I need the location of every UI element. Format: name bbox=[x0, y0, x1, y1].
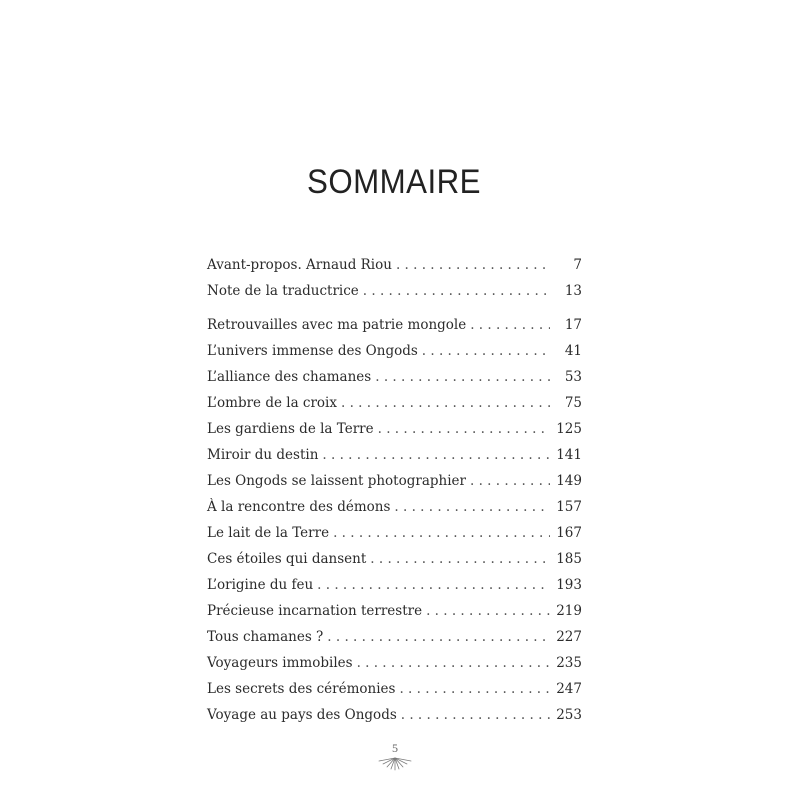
toc-entry-page: 41 bbox=[564, 343, 582, 359]
toc-entry bbox=[207, 252, 582, 278]
toc-entry-title: Les Ongods se laissent photographier bbox=[207, 473, 466, 489]
toc-entry bbox=[207, 520, 582, 546]
toc-entry-page: 75 bbox=[564, 395, 582, 411]
dot-leader bbox=[341, 390, 550, 416]
dot-leader bbox=[327, 624, 550, 650]
toc-entry-title: Miroir du destin bbox=[207, 447, 319, 463]
sunburst-ornament-icon bbox=[377, 756, 413, 772]
toc-entry bbox=[207, 676, 582, 702]
toc-entry-title: Les secrets des cérémonies bbox=[207, 681, 396, 697]
toc-entry-title: Voyage au pays des Ongods bbox=[207, 707, 397, 723]
toc-entry bbox=[207, 278, 582, 304]
toc-entry bbox=[207, 650, 582, 676]
toc-entry-title: L’ombre de la croix bbox=[207, 395, 337, 411]
toc-entry-title: Retrouvailles avec ma patrie mongole bbox=[207, 317, 467, 333]
toc-entry-title: L’univers immense des Ongods bbox=[207, 343, 418, 359]
toc-entry bbox=[207, 312, 582, 338]
toc-entry-title: L’origine du feu bbox=[207, 577, 314, 593]
dot-leader bbox=[357, 650, 550, 676]
toc-entry-page: 141 bbox=[556, 447, 582, 463]
dot-leader bbox=[470, 468, 550, 494]
toc-entry-page: 219 bbox=[556, 603, 582, 619]
dot-leader bbox=[394, 494, 550, 520]
toc-entry-page: 157 bbox=[556, 499, 582, 515]
dot-leader bbox=[401, 702, 550, 728]
toc-entry bbox=[207, 598, 582, 624]
dot-leader bbox=[378, 416, 550, 442]
page-number: 5 bbox=[392, 741, 398, 755]
toc-entry-page: 235 bbox=[556, 655, 582, 671]
dot-leader bbox=[317, 572, 550, 598]
dot-leader bbox=[370, 546, 550, 572]
dot-leader bbox=[470, 312, 550, 338]
toc-entry-title: Ces étoiles qui dansent bbox=[207, 551, 367, 567]
toc-entry-title: Précieuse incarnation terrestre bbox=[207, 603, 423, 619]
dot-leader bbox=[322, 442, 550, 468]
toc-entry-page: 253 bbox=[556, 707, 582, 723]
toc-entry bbox=[207, 468, 582, 494]
toc-entry-title: Avant-propos. Arnaud Riou bbox=[207, 257, 392, 273]
toc-entry bbox=[207, 442, 582, 468]
toc-entry-page: 17 bbox=[564, 317, 582, 333]
toc-entry-page: 13 bbox=[564, 283, 582, 299]
toc-entry-page: 185 bbox=[556, 551, 582, 567]
toc-entry-title: L’alliance des chamanes bbox=[207, 369, 372, 385]
dot-leader bbox=[396, 252, 550, 278]
toc-entry bbox=[207, 338, 582, 364]
dot-leader bbox=[363, 278, 550, 304]
toc-entry bbox=[207, 416, 582, 442]
toc-entry-title: Les gardiens de la Terre bbox=[207, 421, 374, 437]
toc-entry bbox=[207, 390, 582, 416]
toc-entry-title: Le lait de la Terre bbox=[207, 525, 330, 541]
toc-entry bbox=[207, 364, 582, 390]
toc-entry bbox=[207, 494, 582, 520]
toc-entry-page: 193 bbox=[556, 577, 582, 593]
dot-leader bbox=[422, 338, 550, 364]
table-of-contents bbox=[207, 252, 582, 728]
toc-entry-page: 7 bbox=[573, 257, 582, 273]
toc-entry-page: 167 bbox=[556, 525, 582, 541]
toc-entry-title: Tous chamanes ? bbox=[207, 629, 324, 645]
toc-entry-page: 149 bbox=[556, 473, 582, 489]
dot-leader bbox=[333, 520, 550, 546]
toc-entry-title: Note de la traductrice bbox=[207, 283, 359, 299]
toc-entry-page: 247 bbox=[556, 681, 582, 697]
toc-entry bbox=[207, 624, 582, 650]
toc-entry-page: 125 bbox=[556, 421, 582, 437]
toc-entry-title: À la rencontre des démons bbox=[207, 499, 391, 515]
toc-entry bbox=[207, 702, 582, 728]
dot-leader bbox=[375, 364, 550, 390]
dot-leader bbox=[426, 598, 550, 624]
toc-entry-title: Voyageurs immobiles bbox=[207, 655, 353, 671]
toc-entry-page: 227 bbox=[556, 629, 582, 645]
toc-entry-page: 53 bbox=[564, 369, 582, 385]
toc-entry bbox=[207, 572, 582, 598]
page-title: SOMMAIRE bbox=[307, 162, 481, 201]
dot-leader bbox=[399, 676, 550, 702]
toc-entry bbox=[207, 546, 582, 572]
